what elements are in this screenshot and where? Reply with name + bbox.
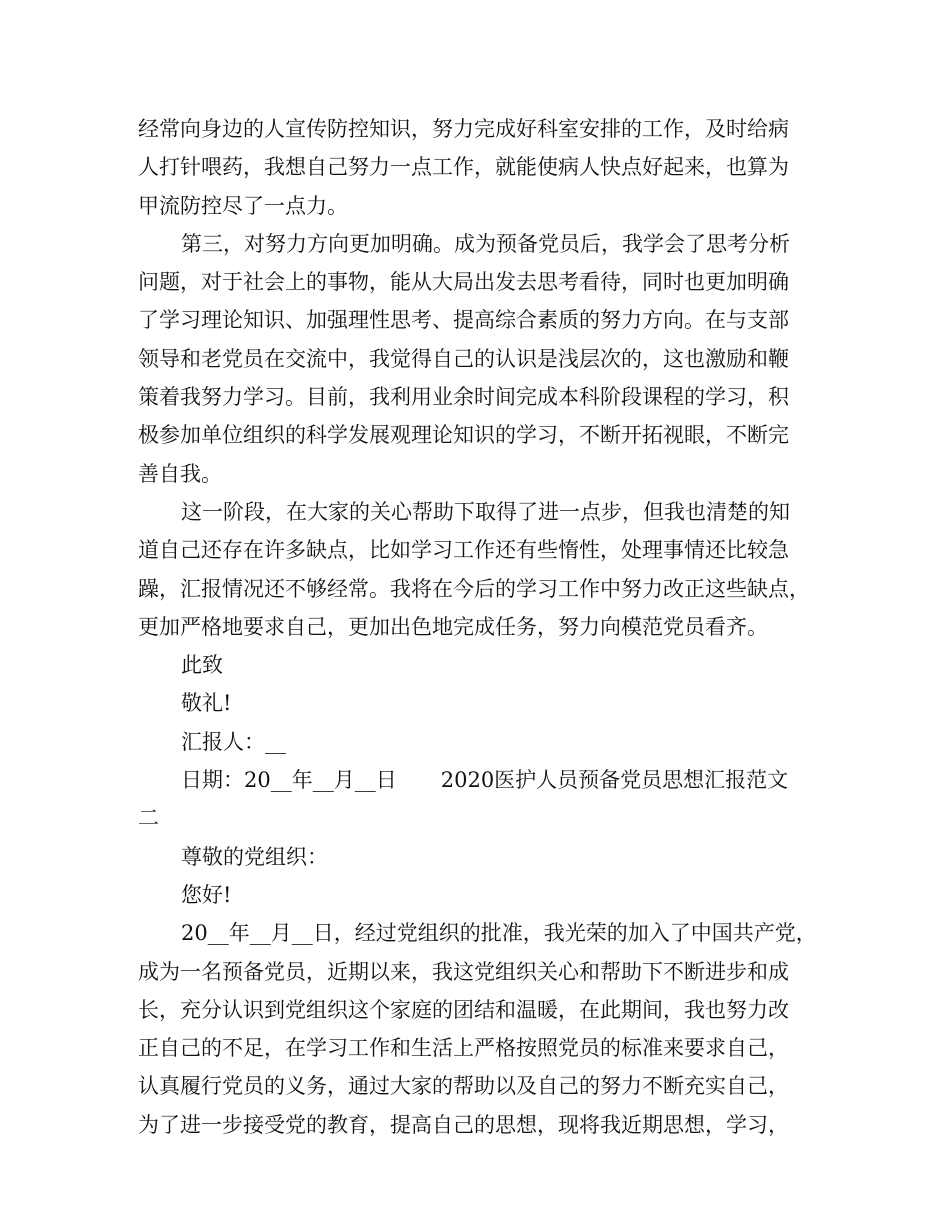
text-line: 经常向身边的人宣传防控知识，努力完成好科室安排的工作，及时给病	[138, 117, 789, 141]
closing-line: 此致	[181, 653, 223, 678]
text-line: 道自己还存在许多缺点，比如学习工作还有些惰性，处理事情还比较急	[138, 538, 789, 563]
reporter-line: 汇报人：__	[181, 729, 286, 754]
text-line: 躁，汇报情况还不够经常。我将在今后的学习工作中努力改正这些缺点，	[138, 576, 810, 601]
date-title-line	[138, 761, 838, 799]
greeting-line: 您好!	[181, 882, 232, 907]
text-line: 领导和老党员在交流中，我觉得自己的认识是浅层次的，这也激励和鞭	[138, 346, 789, 371]
text-line: 甲流防控尽了一点力。	[138, 193, 348, 218]
text-line: 策着我努力学习。目前，我利用业余时间完成本科阶段课程的学习，积	[138, 385, 789, 410]
text-line: 善自我。	[138, 461, 222, 486]
paragraph-start-line: 第三，对努力方向更加明确。成为预备党员后，我学会了思考分析	[181, 231, 790, 256]
addressee-line: 尊敬的党组织：	[181, 844, 328, 869]
text-line: 了学习理论知识、加强理性思考、提高综合素质的努力方向。在与支部	[138, 308, 789, 333]
paragraph-start-line: 这一阶段，在大家的关心帮助下取得了进一点步，但我也清楚的知	[181, 499, 790, 524]
text-line: 极参加单位组织的科学发展观理论知识的学习，不断开拓视眼，不断完	[138, 423, 789, 448]
text-line: 人打针喂药，我想自己努力一点工作，就能使病人快点好起来，也算为	[138, 155, 789, 180]
date-text: 日期：20__年__月__日	[181, 768, 397, 793]
paragraph-start-line: 20__年__月__日，经过党组织的批准，我光荣的加入了中国共产党，	[181, 921, 817, 946]
salutation-line: 敬礼!	[181, 691, 232, 716]
section-title: 2020医护人员预备党员思想汇报范文	[440, 768, 789, 793]
text-line: 正自己的不足，在学习工作和生活上严格按照党员的标准来要求自己，	[138, 1036, 789, 1061]
text-line: 为了进一步接受党的教育，提高自己的思想，现将我近期思想，学习，	[138, 1112, 789, 1137]
text-line: 长，充分认识到党组织这个家庭的团结和温暖，在此期间，我也努力改	[138, 997, 789, 1022]
text-line: 问题，对于社会上的事物，能从大局出发去思考看待，同时也更加明确	[138, 270, 789, 295]
document-body	[138, 110, 838, 1144]
text-line: 认真履行党员的义务，通过大家的帮助以及自己的努力不断充实自己，	[138, 1074, 789, 1099]
text-line: 成为一名预备党员，近期以来，我这党组织关心和帮助下不断进步和成	[138, 959, 789, 984]
section-title-continuation: 二	[138, 806, 159, 831]
text-line: 更加严格地要求自己，更加出色地完成任务，努力向模范党员看齐。	[138, 614, 768, 639]
